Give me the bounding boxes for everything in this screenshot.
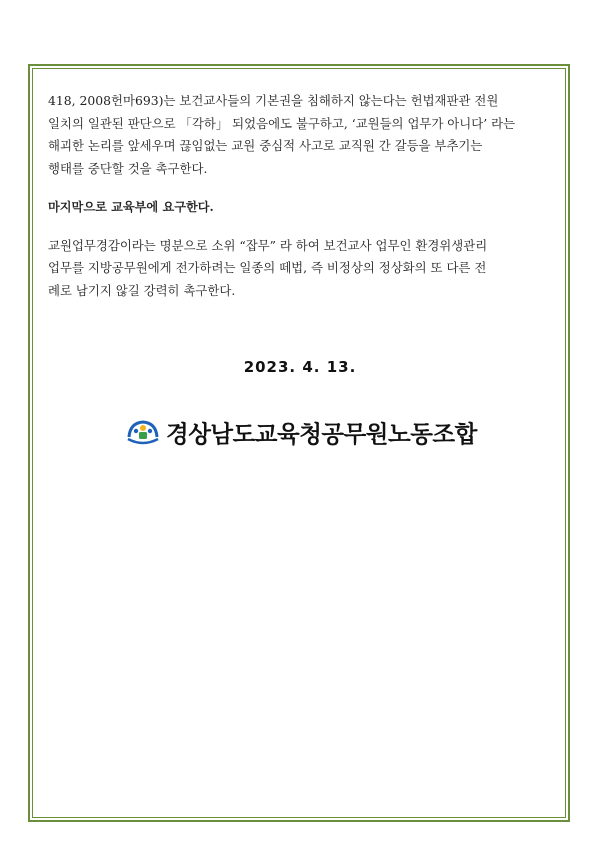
document-date: 2023. 4. 13.	[243, 358, 357, 376]
paragraph-continuation: 418, 2008헌마693)는 보건교사들의 기본권을 침해하지 않는다는 헌법재판관 전원 일치의 일관된 판단으로 「각하」 되었음에도 불구하고, ‘교원들의 업무가 아니다’ 라는 해괴한 논리를 앞세우며 끊임없는 교원 중심적 사고로 교직원 간 갈등을 부추기는 행태를 중단할 것을 촉구한다.	[48, 93, 516, 176]
paragraph-demand-detail: 교원업무경감이라는 명분으로 소위 “잡무” 라 하여 보건교사 업무인 환경위생관리 업무를 지방공무원에게 전가하려는 일종의 떼법, 즉 비정상의 정상화의 또 다른 전 례로 남기지 않길 강력히 촉구한다.	[48, 237, 488, 298]
organization-name: 경상남도교육청공무원노동조합	[166, 420, 477, 448]
paragraph-heading-demand: 마지막으로 교육부에 요구한다.	[48, 200, 214, 214]
union-logo-icon	[126, 417, 160, 447]
document-body	[48, 90, 556, 302]
organization-signature	[126, 414, 477, 450]
